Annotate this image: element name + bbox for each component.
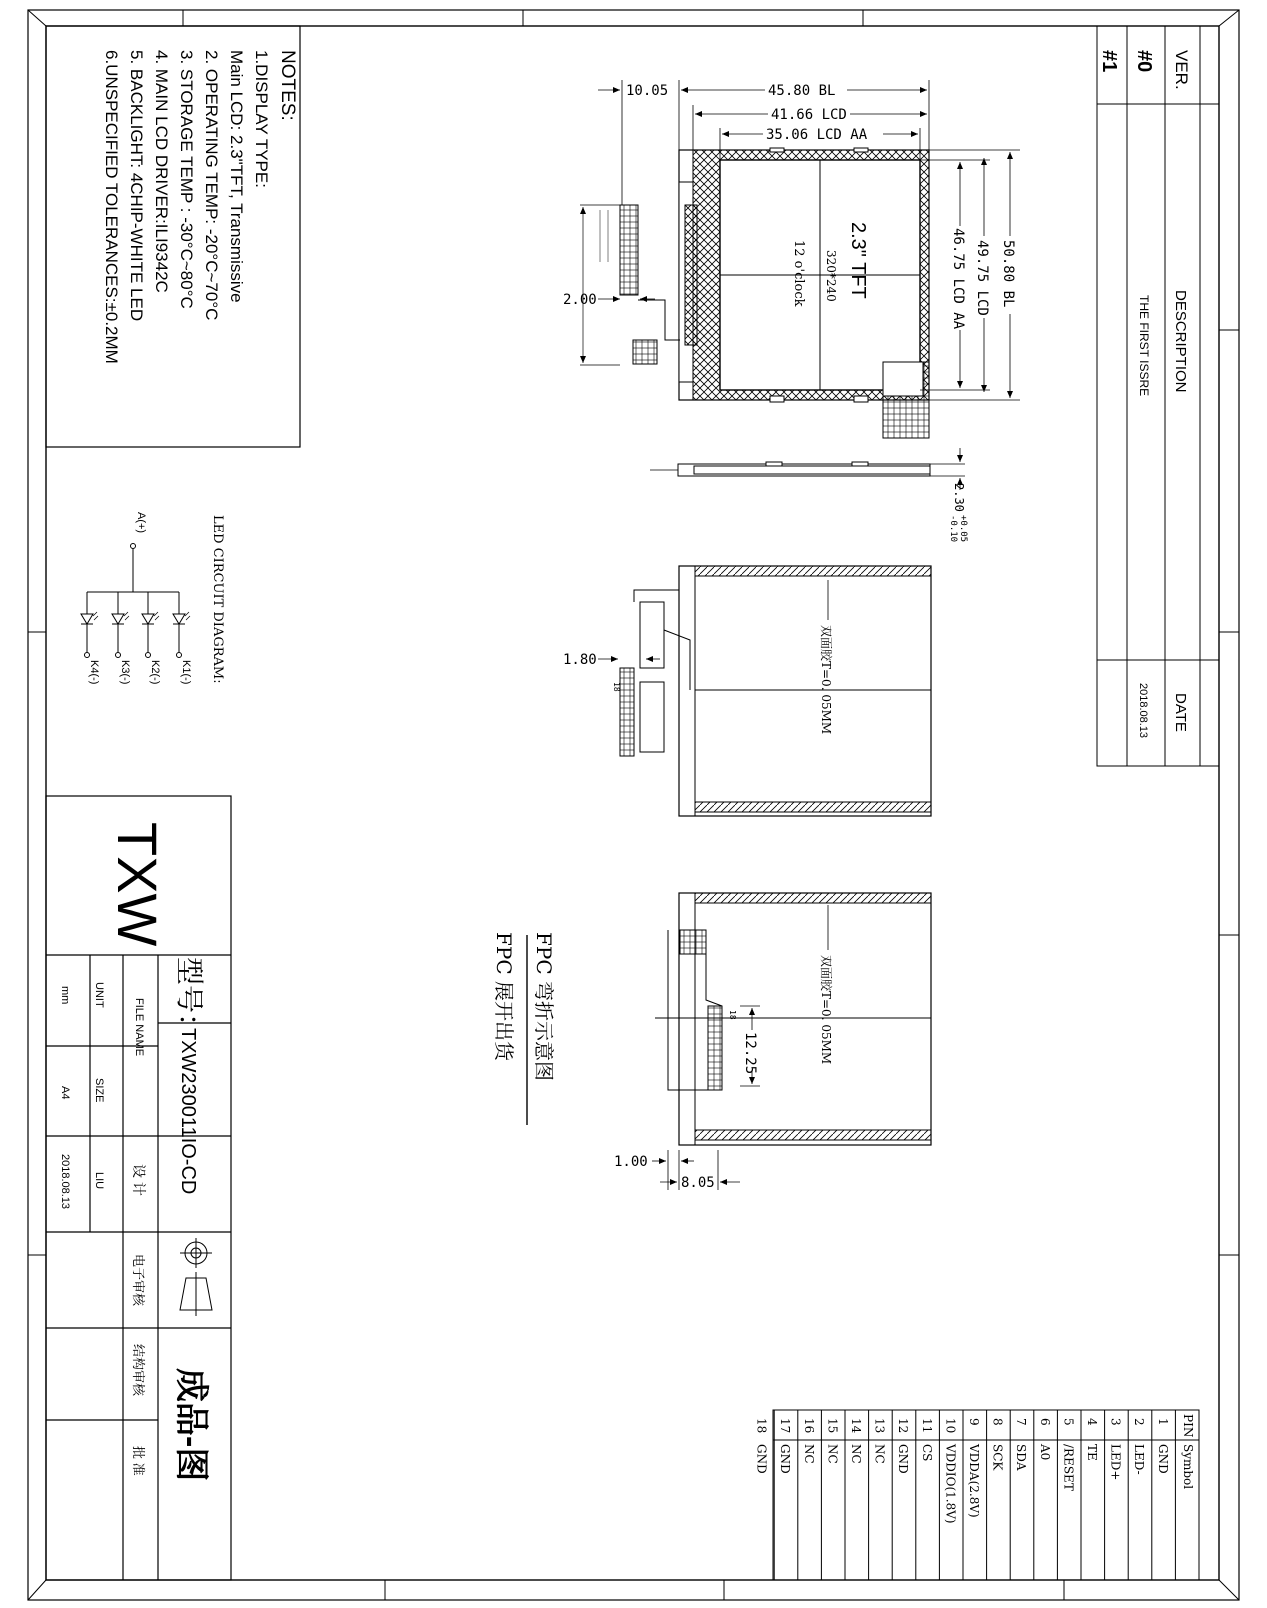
- pin-number: 8: [990, 1418, 1005, 1426]
- note-line: Main LCD: 2.3"TFT, Transmissive: [227, 50, 246, 303]
- pin-symbol: GND: [778, 1444, 793, 1474]
- dim-bl-height: 50.80 BL: [1000, 240, 1016, 308]
- pin-symbol: TE: [1085, 1444, 1099, 1461]
- pin-number: 9: [967, 1418, 981, 1426]
- middle-pin-mark: 18: [612, 682, 621, 692]
- pin-table: [755, 1410, 1199, 1580]
- size-value: A4: [59, 1086, 71, 1100]
- led-cathode-label: K3(-): [119, 660, 131, 685]
- pin-number: 15: [825, 1418, 840, 1434]
- pin-symbol: VDDIO(1.8V): [943, 1444, 958, 1524]
- revision-block: [1097, 26, 1219, 766]
- side-thickness: 2.30: [952, 483, 966, 512]
- design-date: 2018.08.13: [59, 1154, 71, 1210]
- pin-header-symbol: Symbol: [1181, 1444, 1195, 1490]
- pin-symbol: NC: [872, 1444, 887, 1464]
- pin-number: 10: [943, 1418, 958, 1434]
- dim-fpc-gap: 2.00: [563, 292, 597, 308]
- dim-bl-width: 45.80 BL: [768, 83, 836, 99]
- pin-number: 17: [778, 1418, 793, 1434]
- note-line: 3. STORAGE TEMP : -30°C~80°C: [177, 50, 196, 309]
- pin-symbol: /RESET: [1061, 1444, 1076, 1491]
- rev-header-date: DATE: [1172, 693, 1189, 732]
- middle-tape-label: 双面胶T=0. 05MM: [819, 625, 833, 735]
- pin-number: 13: [872, 1418, 887, 1434]
- dim-lcd-width: 41.66 LCD: [771, 107, 847, 123]
- file-name-label: FILE NAME: [133, 998, 145, 1057]
- note-line: 5. BACKLIGHT: 4CHIP-WHITE LED: [127, 50, 146, 322]
- struct-review-label: 结构审核: [131, 1344, 146, 1397]
- bottom-tape-label: 双面胶T=0. 05MM: [819, 955, 833, 1065]
- pin-number: 2: [1132, 1418, 1147, 1426]
- pin-symbol: NC: [825, 1444, 840, 1464]
- pin-number: 11: [919, 1418, 934, 1434]
- side-view: [650, 448, 968, 542]
- elec-review-label: 电子审核: [131, 1254, 146, 1307]
- pin-symbol: CS: [919, 1444, 934, 1462]
- pin-symbol: GND: [1155, 1444, 1170, 1474]
- bottom-view: [614, 893, 931, 1191]
- led-cathode-label: K1(-): [180, 660, 192, 685]
- company-logo-text: TXW: [106, 822, 169, 947]
- screen-size-label: 2.3" TFT: [847, 222, 869, 299]
- model-number: TXW230011IO-CD: [177, 1028, 199, 1195]
- led-cathode-label: K2(-): [149, 660, 161, 685]
- rev-0-description: THE FIRST ISSRE: [1137, 295, 1151, 397]
- notes-box: [46, 26, 300, 447]
- bottom-pin-mark: 18: [728, 1010, 737, 1020]
- rev-header-description: DESCRIPTION: [1172, 290, 1189, 393]
- dim-lcd-height: 49.75 LCD: [974, 240, 990, 316]
- pin-symbol: VDDA(2.8V): [967, 1444, 981, 1518]
- pin-header-pin: PIN: [1181, 1414, 1195, 1438]
- pin-number: 14: [849, 1418, 863, 1434]
- rev-0-date: 2018.08.13: [1137, 683, 1149, 739]
- side-tol-plus: +0.05: [958, 515, 968, 543]
- bottom-dim-b: 1.00: [614, 1154, 648, 1170]
- notes-heading: NOTES:: [277, 50, 298, 121]
- note-line: 2. OPERATING TEMP: -20°C~70°C: [202, 50, 221, 321]
- view-direction-label: 12 o'clock: [791, 240, 806, 307]
- pin-number: 7: [1014, 1418, 1029, 1426]
- led-anode-label: A(+): [135, 512, 147, 534]
- fpc-unfold-label: FPC 展开出货: [492, 932, 516, 1061]
- drawing-type-label: 成品-图: [172, 1368, 210, 1482]
- pin-number: 1: [1155, 1418, 1170, 1426]
- unit-label: UNIT: [93, 982, 105, 1008]
- pin-symbol: GND: [896, 1444, 911, 1474]
- pin-number: 18: [754, 1418, 769, 1434]
- pin-symbol: NC: [801, 1444, 816, 1464]
- fpc-labels: [492, 932, 556, 1125]
- resolution-label: 320*240: [824, 250, 838, 302]
- pin-number: 5: [1061, 1418, 1076, 1426]
- pin-number: 16: [801, 1418, 816, 1434]
- note-line: 1.DISPLAY TYPE:: [252, 50, 271, 188]
- top-view: [563, 80, 1020, 438]
- led-diode: [142, 614, 154, 624]
- led-diode: [81, 614, 93, 624]
- led-diagram-title: LED CIRCUIT DIAGRAM:: [210, 515, 225, 684]
- dim-aa-width: 35.06 LCD AA: [766, 127, 868, 143]
- pin-symbol: A0: [1037, 1444, 1052, 1461]
- approve-label: 批 准: [131, 1446, 146, 1476]
- design-label: 设 计: [131, 1164, 147, 1196]
- led-diode: [112, 614, 124, 624]
- led-diode: [173, 614, 185, 624]
- pin-symbol: SDA: [1014, 1444, 1029, 1471]
- pin-number: 6: [1037, 1418, 1052, 1426]
- bottom-dim-a: 12.25: [742, 1032, 758, 1075]
- pin-symbol: LED-: [1132, 1444, 1147, 1475]
- bottom-dim-c: 8.05: [681, 1175, 715, 1191]
- pin-number: 12: [896, 1418, 911, 1434]
- unit-value: mm: [59, 986, 71, 1005]
- designer-name: LIU: [93, 1172, 105, 1190]
- pin-symbol: GND: [754, 1444, 769, 1474]
- dim-aa-height: 46.75 LCD AA: [950, 228, 966, 330]
- middle-view: [563, 566, 931, 816]
- middle-dim: 1.80: [563, 652, 597, 668]
- rev-1-ver: #1: [1098, 50, 1120, 73]
- pin-symbol: SCK: [990, 1444, 1005, 1471]
- led-circuit: [81, 512, 225, 684]
- pin-number: 4: [1085, 1418, 1099, 1426]
- note-line: 4. MAIN LCD DRIVER:ILI9342C: [152, 50, 171, 293]
- rev-0-ver: #0: [1133, 50, 1155, 73]
- fpc-bend-label: FPC 弯折示意图: [532, 932, 556, 1081]
- model-label: 型号：: [174, 957, 205, 1042]
- led-cathode-label: K4(-): [88, 660, 100, 685]
- rev-header-ver: VER.: [1172, 50, 1191, 90]
- side-tol-minus: -0.10: [948, 515, 958, 543]
- pin-symbol: NC: [849, 1444, 863, 1464]
- size-label: SIZE: [93, 1078, 105, 1103]
- note-line: 6.UNSPECIFIED TOLERANCES:±0.2MM: [102, 50, 121, 364]
- pin-symbol: LED+: [1108, 1444, 1123, 1481]
- pin-number: 3: [1108, 1418, 1123, 1426]
- projection-symbol: [180, 1238, 212, 1316]
- dim-offset-left: 10.05: [626, 83, 669, 99]
